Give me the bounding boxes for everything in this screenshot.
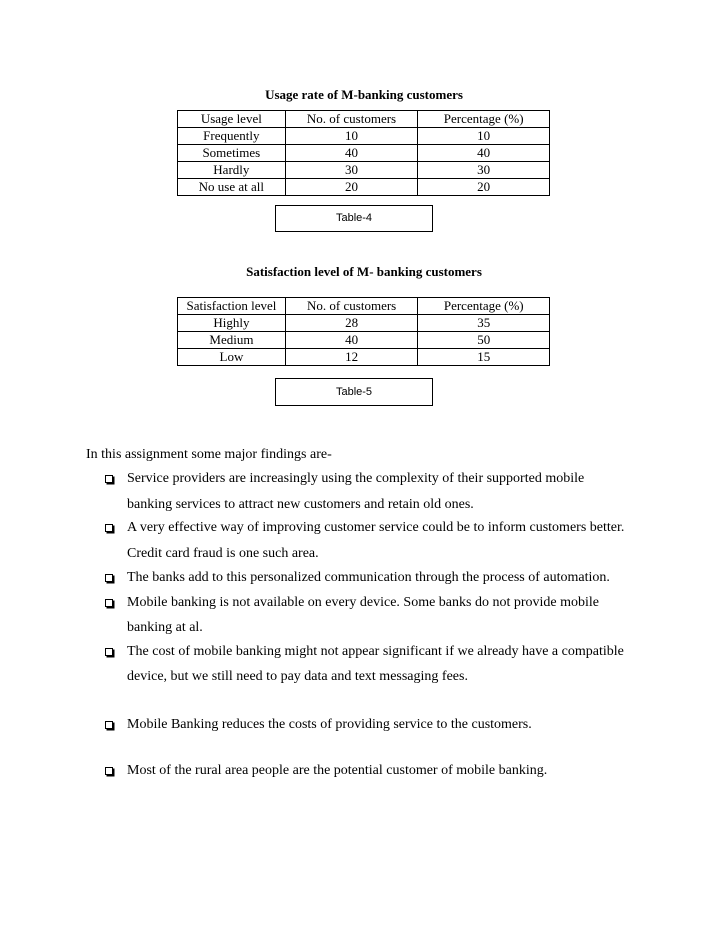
header-cell: Percentage (%): [418, 298, 550, 315]
finding-line: Mobile banking is not available on every device. Some banks do not provide mobile: [127, 595, 600, 610]
findings-intro: In this assignment some major findings are-: [86, 447, 332, 462]
table-cell: 30: [418, 162, 550, 179]
table-4-title: Usage rate of M-banking customers: [265, 87, 463, 102]
table-cell: 35: [418, 315, 550, 332]
table-cell: 40: [285, 145, 418, 162]
header-cell: No. of customers: [285, 298, 418, 315]
table-cell: 40: [285, 332, 418, 349]
finding-line: The banks add to this personalized communication through the process of automation.: [127, 570, 610, 585]
table-row: [178, 349, 550, 366]
finding-line: banking services to attract new customers and retain old ones.: [127, 497, 474, 512]
header-cell: Percentage (%): [418, 111, 550, 128]
table-5: [177, 297, 550, 366]
table-row: [178, 162, 550, 179]
table-cell: Low: [178, 349, 286, 366]
header-cell: Usage level: [178, 111, 286, 128]
table-cell: 28: [285, 315, 418, 332]
table-cell: Frequently: [178, 128, 286, 145]
table-5-title: Satisfaction level of M- banking customers: [246, 264, 482, 279]
table-cell: 40: [418, 145, 550, 162]
table-cell: 20: [285, 179, 418, 196]
finding-line: banking at al.: [127, 620, 203, 635]
table-cell: 50: [418, 332, 550, 349]
table-cell: 15: [418, 349, 550, 366]
table-cell: Highly: [178, 315, 286, 332]
table-cell: Medium: [178, 332, 286, 349]
checkbox-bullet-icon: [105, 475, 113, 483]
table-cell: 20: [418, 179, 550, 196]
table-row: [178, 145, 550, 162]
table-cell: Sometimes: [178, 145, 286, 162]
table-5-caption: Table-5: [275, 378, 433, 406]
finding-line: Service providers are increasingly using the complexity of their supported mobile: [127, 471, 585, 486]
table-4-caption: Table-4: [275, 205, 433, 232]
finding-line: device, but we still need to pay data and text messaging fees.: [127, 669, 468, 684]
table-row: [178, 332, 550, 349]
header-cell: No. of customers: [285, 111, 418, 128]
table-cell: 10: [418, 128, 550, 145]
finding-line: Mobile Banking reduces the costs of providing service to the customers.: [127, 717, 532, 732]
checkbox-bullet-icon: [105, 524, 113, 532]
checkbox-bullet-icon: [105, 599, 113, 607]
table-cell: 12: [285, 349, 418, 366]
checkbox-bullet-icon: [105, 648, 113, 656]
header-cell: Satisfaction level: [178, 298, 286, 315]
table-header-row: [178, 111, 550, 128]
table-cell: No use at all: [178, 179, 286, 196]
checkbox-bullet-icon: [105, 574, 113, 582]
checkbox-bullet-icon: [105, 767, 113, 775]
table-row: [178, 315, 550, 332]
finding-line: A very effective way of improving customer service could be to inform customers better.: [127, 520, 625, 535]
finding-line: The cost of mobile banking might not appear significant if we already have a compatible: [127, 644, 624, 659]
table-header-row: [178, 298, 550, 315]
table-cell: 10: [285, 128, 418, 145]
table-4: [177, 110, 550, 196]
table-cell: Hardly: [178, 162, 286, 179]
table-row: [178, 179, 550, 196]
checkbox-bullet-icon: [105, 721, 113, 729]
table-row: [178, 128, 550, 145]
table-cell: 30: [285, 162, 418, 179]
finding-line: Credit card fraud is one such area.: [127, 546, 319, 561]
finding-line: Most of the rural area people are the potential customer of mobile banking.: [127, 763, 548, 778]
